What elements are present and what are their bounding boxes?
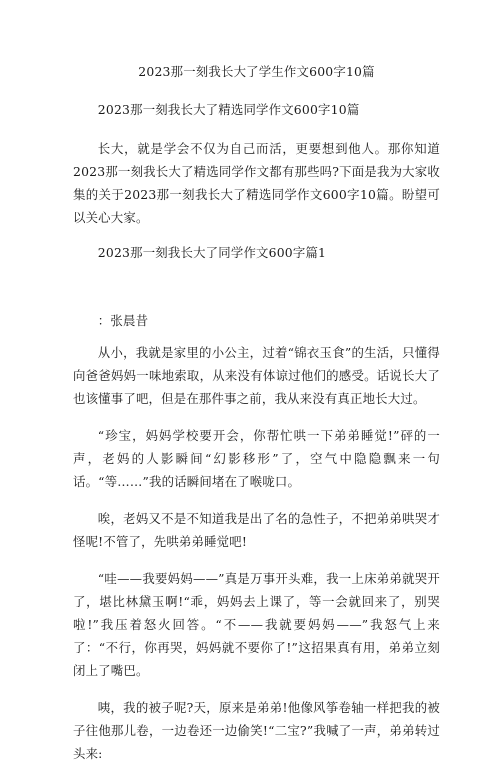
body-paragraph: “珍宝，妈妈学校要开会，你帮忙哄一下弟弟睡觉!”砰的一声，老妈的人影瞬间“幻影移形”了，空气中隐隐飘来一句话。“等……”我的话瞬间堵在了喉咙口。 <box>73 428 440 489</box>
body-paragraph: 唉，老妈又不是不知道我是出了名的急性子，不把弟弟哄哭才怪呢!不管了，先哄弟弟睡觉吧! <box>73 511 440 549</box>
essay-heading: 2023那一刻我长大了同学作文600字篇1 <box>97 245 327 260</box>
document-title: 2023那一刻我长大了学生作文600字10篇 <box>138 64 375 79</box>
author-line: ：张晨昔 <box>97 313 149 328</box>
body-paragraph: 咦，我的被子呢?天，原来是弟弟!他像风筝卷轴一样把我的被子往他那儿卷，一边卷还一边偷笑!“二宝?”我喊了一声，弟弟转过头来: <box>73 700 440 761</box>
intro-paragraph: 长大，就是学会不仅为自己而活，更要想到他人。那你知道2023那一刻我长大了精选同学作文都有那些吗?下面是我为大家收集的关于2023那一刻我长大了精选同学作文600字10篇。盼望可以关心大家。 <box>73 141 440 225</box>
body-paragraph: “哇——我要妈妈——”真是万事开头难，我一上床弟弟就哭开了，堪比林黛玉啊!“乖，妈妈去上课了，等一会就回来了，别哭啦!”我压着怒火回答。“不——我就要妈妈——”我怒气上来了：“不行，你再哭，妈妈就不要你了!”这招果真有用，弟弟立刻闭上了嘴巴。 <box>73 571 440 678</box>
body-paragraph: 从小，我就是家里的小公主，过着“锦衣玉食”的生活，只懂得向爸爸妈妈一味地索取，从来没有体谅过他们的感受。话说长大了也该懂事了吧，但是在那件事之前，我从来没有真正地长大过。 <box>73 345 440 406</box>
document-subtitle: 2023那一刻我长大了精选同学作文600字10篇 <box>97 102 360 117</box>
